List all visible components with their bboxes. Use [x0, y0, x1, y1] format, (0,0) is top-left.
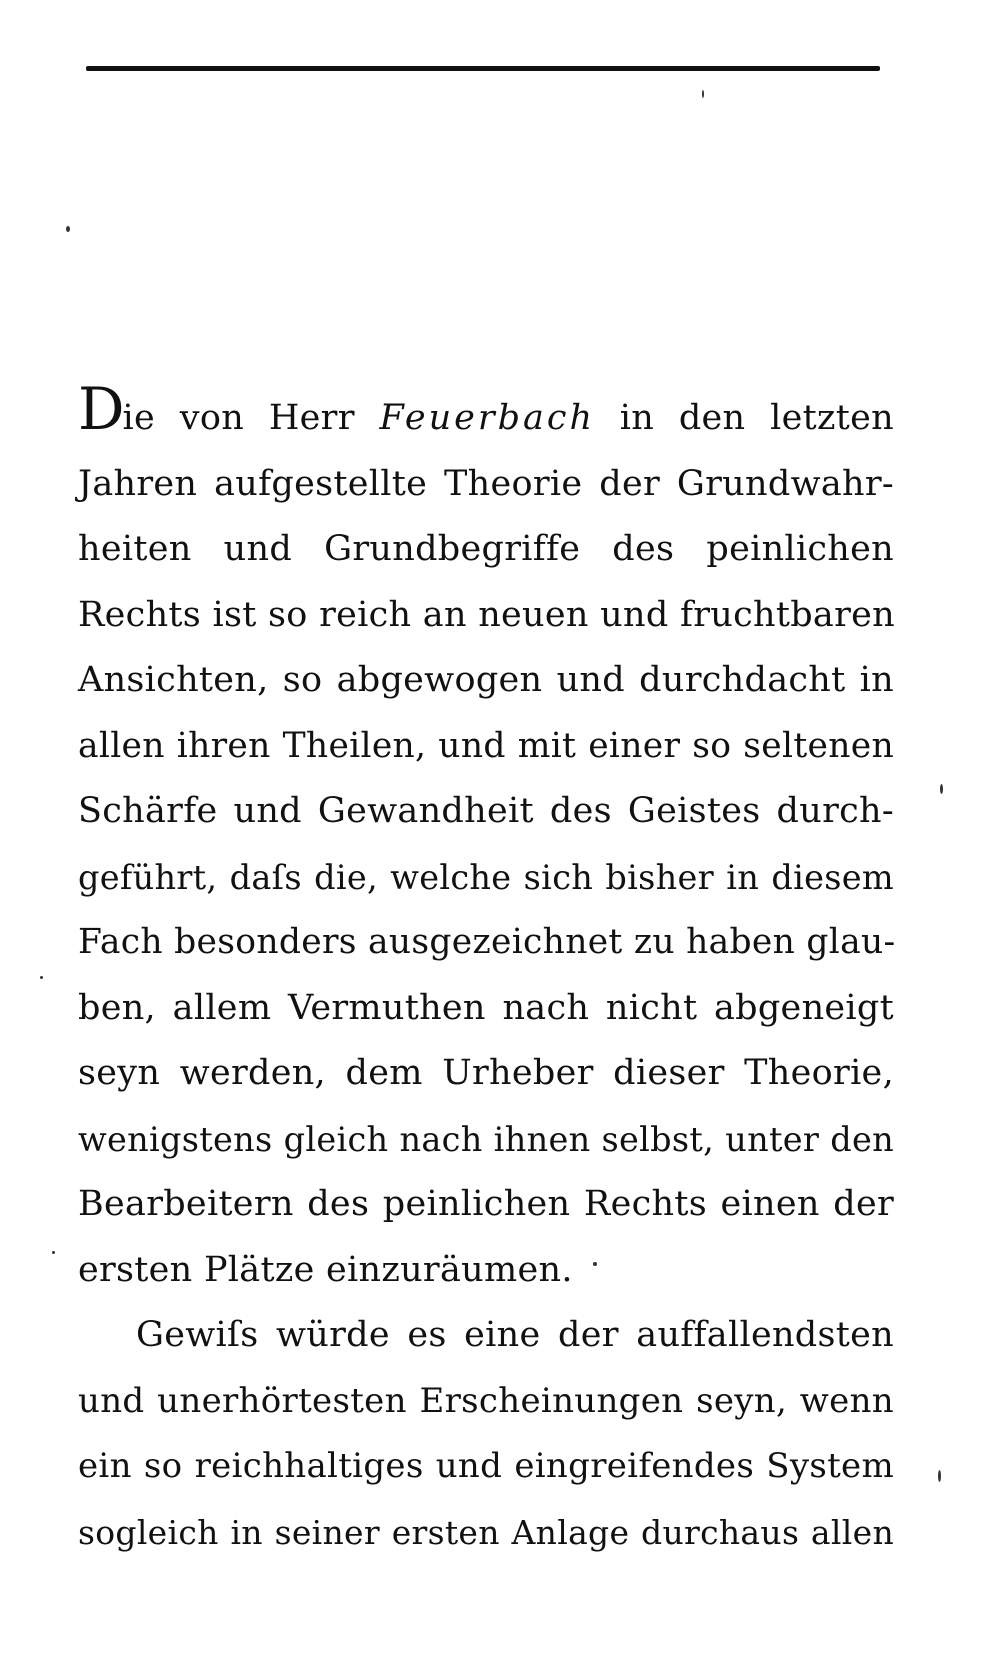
- text-line: Jahren aufgestellte Theorie der Grundwahr-: [78, 463, 894, 504]
- text-line: Schärfe und Gewandheit des Geistes durch-: [78, 791, 894, 831]
- ink-speck: [40, 976, 43, 979]
- text-line: seyn werden, dem Urheber dieser Theorie,: [78, 1053, 894, 1093]
- text-line: wenigstens gleich nach ihnen selbst, unter den: [78, 1119, 894, 1159]
- text-line: und unerhörtesten Erscheinungen seyn, wenn: [78, 1380, 894, 1421]
- text-line: geführt, daſs die, welche sich bisher in diesem: [78, 857, 894, 897]
- ink-speck: [940, 784, 943, 794]
- ink-speck: [938, 1470, 941, 1482]
- body-text: [78, 375, 896, 1565]
- text-span: in den letzten: [619, 398, 894, 438]
- text-line: Bearbeitern des peinlichen Rechts einen der: [78, 1184, 894, 1224]
- text-line: Rechts ist so reich an neuen und fruchtbaren: [78, 594, 895, 635]
- text-line: sogleich in seiner ersten Anlage durchaus allen: [78, 1512, 894, 1552]
- drop-cap: D: [78, 375, 123, 443]
- ink-speck: [52, 1251, 55, 1254]
- text-line: [78, 375, 894, 452]
- ink-speck: [702, 90, 704, 98]
- text-line: Gewiſs würde es eine der auffallendsten: [136, 1315, 894, 1355]
- text-span: ie von Herr: [122, 398, 355, 438]
- header-rule: [86, 66, 880, 71]
- text-line: allen ihren Theilen, und mit einer so seltenen: [78, 725, 894, 766]
- author-name: Feuerbach: [379, 398, 595, 438]
- text-line: ein so reichhaltiges und eingreifendes System: [78, 1446, 894, 1486]
- text-line: ben, allem Vermuthen nach nicht abgeneigt: [78, 987, 894, 1028]
- text-line: ersten Plätze einzuräumen.: [78, 1249, 573, 1290]
- text-line: heiten und Grundbegriffe des peinlichen: [78, 529, 894, 569]
- text-line: Fach besonders ausgezeichnet zu haben glau-: [78, 922, 896, 962]
- ink-speck: [66, 226, 70, 232]
- text-line: Ansichten, so abgewogen und durchdacht in: [78, 660, 894, 700]
